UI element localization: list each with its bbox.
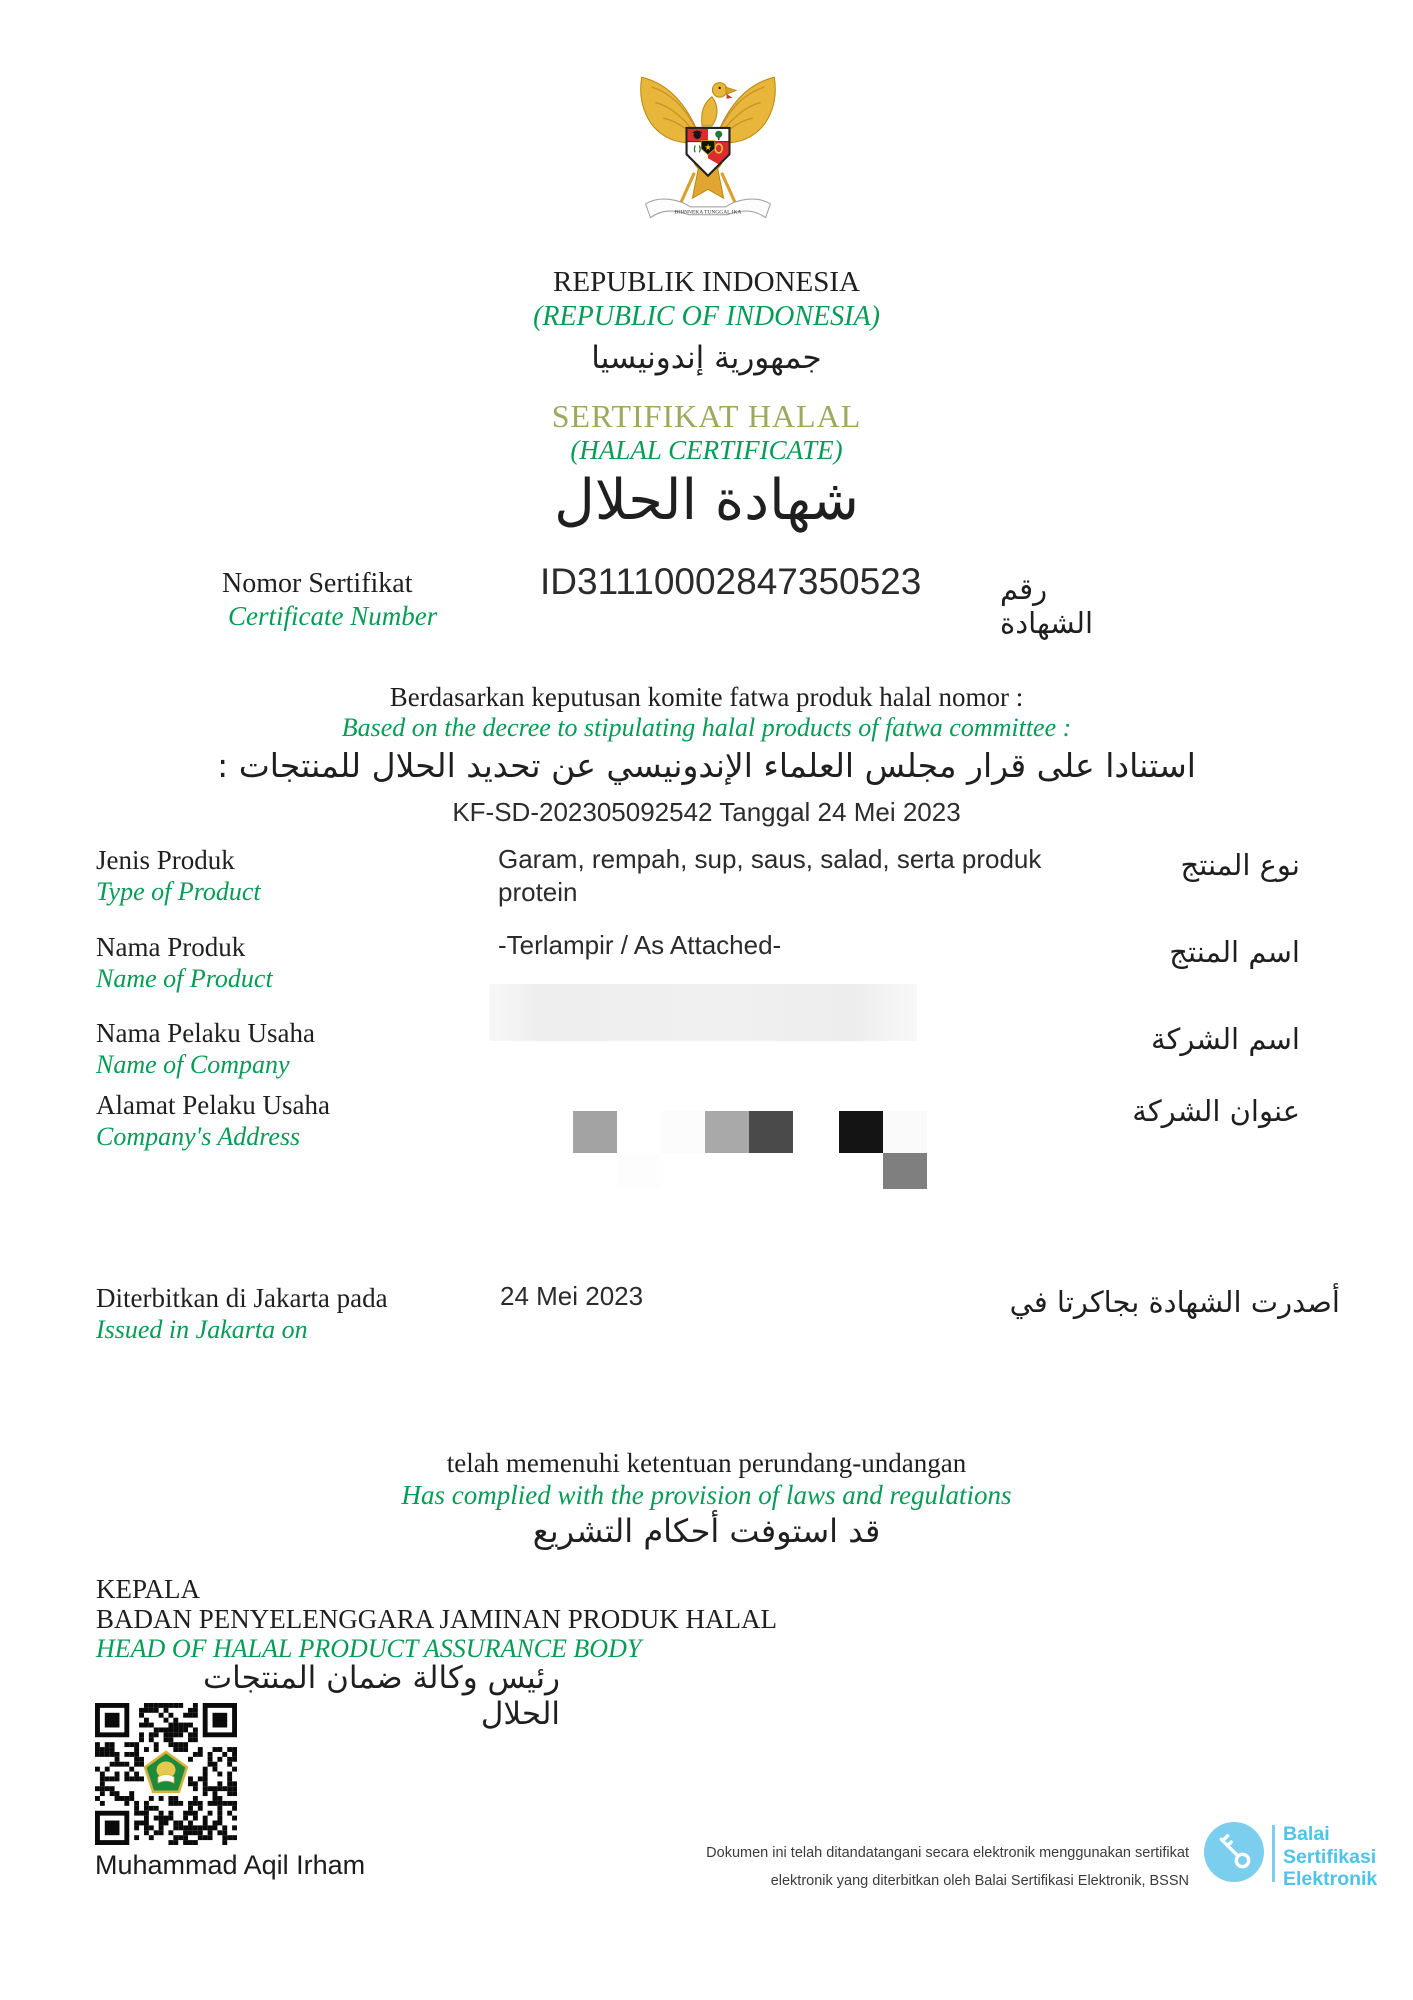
garuda-pancasila-emblem (630, 58, 786, 232)
decree-text-ar: استنادا على قرار مجلس العلماء الإندونيسي عن تحديد الحلال للمنتجات : (217, 746, 1196, 785)
cert-number-label-en: Certificate Number (228, 601, 438, 631)
kemenag-pentagon-icon (145, 1752, 187, 1792)
footer-disclaimer (569, 1840, 1189, 1895)
field-company-name-label-en: Name of Company (96, 1050, 290, 1079)
field-name-of-product-value: -Terlampir / As Attached- (498, 930, 782, 960)
cert-number-value: ID31110002847350523 (540, 561, 922, 602)
decree-text-id: Berdasarkan keputusan komite fatwa produk halal nomor : (389, 682, 1024, 712)
shield-star-icon: ★ (704, 142, 712, 152)
field-company-address-label-id: Alamat Pelaku Usaha (96, 1090, 330, 1120)
field-company-name-redaction (489, 984, 917, 1041)
field-type-of-product-label-ar: نوع المنتج (1180, 848, 1300, 882)
field-company-address-label-ar: عنوان الشركة (1132, 1094, 1300, 1128)
bsre-logo-text-line2: Sertifikasi (1283, 1845, 1377, 1868)
field-company-name-label-id: Nama Pelaku Usaha (96, 1018, 315, 1048)
signatory-title-line1: KEPALA (96, 1574, 201, 1604)
field-company-address-label-en: Company's Address (96, 1122, 301, 1151)
field-issued-label-ar: أصدرت الشهادة بجاكرتا في (1009, 1285, 1340, 1319)
certificate-title-id: SERTIFIKAT HALAL (551, 398, 862, 434)
signatory-title-ar: رئيس وكالة ضمان المنتجات الحلال (202, 1660, 560, 1732)
decree-number-line: KF-SD-202305092542 Tanggal 24 Mei 2023 (452, 797, 961, 827)
field-issued-label-en: Issued in Jakarta on (96, 1315, 308, 1344)
field-type-of-product-value: Garam, rempah, sup, saus, salad, serta produk protein (498, 844, 1042, 907)
field-issued-label-id: Diterbitkan di Jakarta pada (96, 1283, 388, 1313)
footer-disclaimer-line2: elektronik yang diterbitkan oleh Balai Sertifikasi Elektronik, BSSN (770, 1872, 1189, 1889)
certificate-title-ar: شهادة الحلال (554, 468, 859, 533)
footer-disclaimer-line1: Dokumen ini telah ditandatangani secara elektronik menggunakan sertifikat (706, 1845, 1189, 1861)
field-company-name-label-ar: اسم الشركة (1151, 1022, 1300, 1056)
garuda-motto-text: BHINNEKA TUNGGAL IKA (674, 209, 742, 216)
bsre-logo-text-line1: Balai (1283, 1823, 1330, 1845)
cert-number-label-ar: رقم الشهادة (1000, 572, 1094, 640)
garuda-banner (646, 199, 771, 218)
country-name-id: REPUBLIK INDONESIA (553, 266, 860, 298)
field-type-of-product-label-id: Jenis Produk (96, 845, 235, 875)
key-icon (1204, 1822, 1264, 1882)
country-name-en: (REPUBLIC OF INDONESIA) (533, 301, 880, 332)
decree-text-en: Based on the decree to stipulating halal products of fatwa committee : (341, 713, 1072, 742)
qr-code (95, 1703, 237, 1845)
pancasila-shield (687, 128, 730, 176)
signatory-name: Muhammad Aqil Irham (95, 1850, 366, 1880)
country-name-ar: جمهورية إندونيسيا (591, 340, 822, 376)
bsre-logo-text (1283, 1823, 1377, 1891)
certificate-title-en: (HALAL CERTIFICATE) (570, 435, 843, 465)
bsre-logo-separator (1272, 1825, 1275, 1882)
compliance-text-id: telah memenuhi ketentuan perundang-undangan (446, 1448, 967, 1478)
field-name-of-product-label-en: Name of Product (96, 964, 273, 993)
field-name-of-product-label-ar: اسم المنتج (1169, 935, 1300, 969)
bsre-logo-text-line3: Elektronik (1283, 1868, 1378, 1890)
compliance-text-en: Has complied with the provision of laws and regulations (401, 1480, 1012, 1510)
signatory-title-line2: BADAN PENYELENGGARA JAMINAN PRODUK HALAL (96, 1604, 777, 1634)
field-issued-value: 24 Mei 2023 (500, 1281, 644, 1311)
compliance-text-ar: قد استوفت أحكام التشريع (532, 1512, 881, 1550)
field-name-of-product-label-id: Nama Produk (96, 932, 246, 962)
field-type-of-product-label-en: Type of Product (96, 877, 261, 906)
signatory-title-en: HEAD OF HALAL PRODUCT ASSURANCE BODY (96, 1634, 642, 1663)
cert-number-label-id: Nomor Sertifikat (222, 568, 413, 599)
bsre-logo-icon (1204, 1822, 1264, 1882)
